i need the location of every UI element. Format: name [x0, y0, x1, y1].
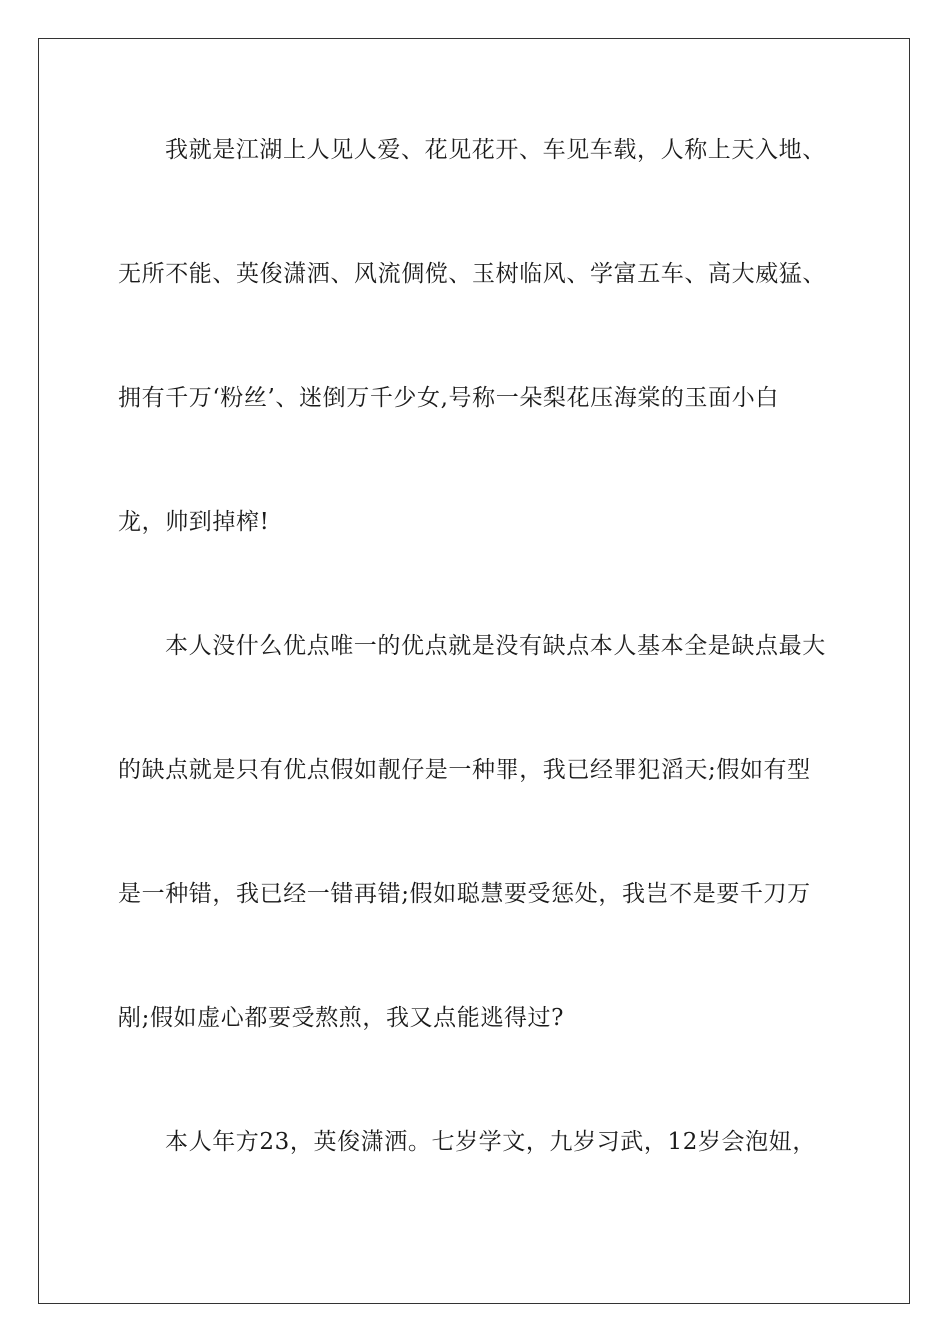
paragraph-2-line-1: 本人没什么优点唯一的优点就是没有缺点本人基本全是缺点最大 — [165, 633, 826, 659]
paragraph-3-line-1: 本人年方23，英俊潇洒。七岁学文，九岁习武，12岁会泡妞， — [165, 1129, 816, 1155]
paragraph-2-line-2: 的缺点就是只有优点假如靓仔是一种罪，我已经罪犯滔天;假如有型 — [118, 757, 811, 783]
paragraph-1-line-3: 拥有千万‘粉丝’、迷倒万千少女,号称一朵梨花压海棠的玉面小白 — [118, 385, 779, 411]
paragraph-2-line-4: 剐;假如虚心都要受熬煎，我又点能逃得过? — [118, 1005, 565, 1031]
paragraph-1-line-1: 我就是江湖上人见人爱、花见花开、车见车载，人称上天入地、 — [165, 137, 826, 163]
page-border — [38, 38, 910, 1304]
paragraph-1-line-2: 无所不能、英俊潇洒、风流倜傥、玉树临风、学富五车、高大威猛、 — [118, 261, 826, 287]
paragraph-2-line-3: 是一种错，我已经一错再错;假如聪慧要受惩处，我岂不是要千刀万 — [118, 881, 811, 907]
paragraph-1-line-4: 龙，帅到掉榨! — [118, 509, 270, 535]
